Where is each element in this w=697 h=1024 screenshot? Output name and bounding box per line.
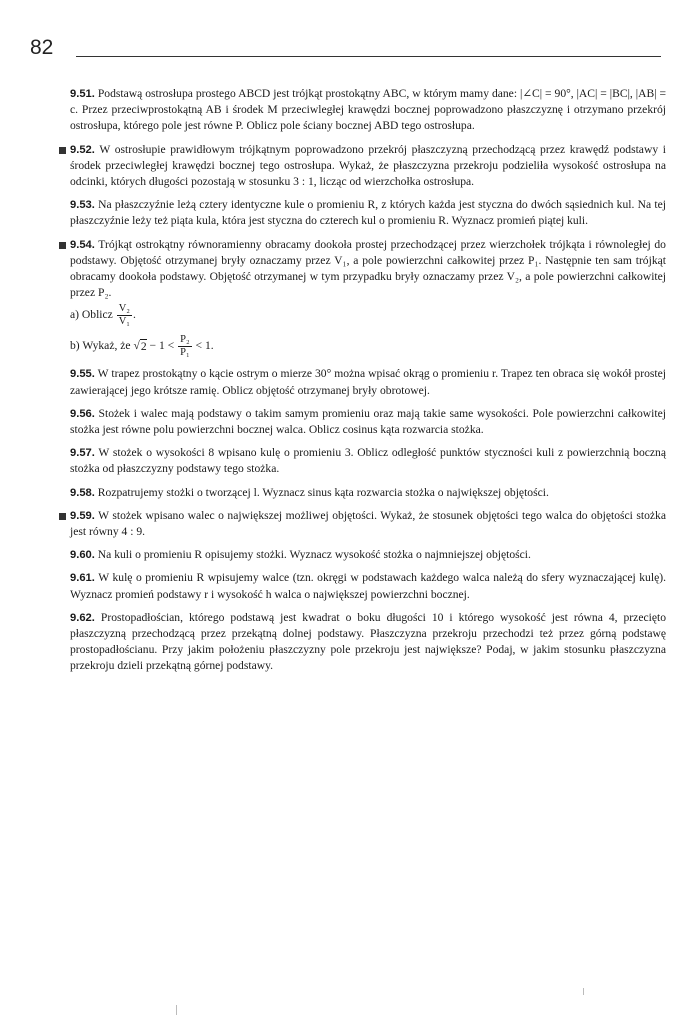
problem-9-53 — [70, 197, 666, 229]
problem-list — [70, 86, 666, 682]
part-a — [70, 303, 666, 328]
fraction-p2-p1 — [178, 334, 192, 359]
scan-mark — [176, 1005, 177, 1015]
part-b-label: b) Wykaż, że — [70, 339, 131, 353]
problem-text: Trójkąt ostrokątny równoramienny obracamy dookoła prostej przechodzącej przez wierzchołek trójkąta i równoległej do podstawy. Objętość otrzymanej bryły oznaczamy przez V₁, a pole powierzchni całkowitej przez P₁. Następnie ten sam trójkąt obracamy dookoła podstawy. Objętość otrzymanej w tym przypadku bryły oznaczamy przez V₂, a pole powierzchni całkowitej przez P₂. — [70, 237, 666, 300]
problem-9-57 — [70, 445, 666, 477]
problem-text: Na płaszczyźnie leżą cztery identyczne kule o promieniu R, z których każda jest styczna do dwóch sąsiednich kul. Na tej płaszczyźnie leży też piąta kula, która jest styczna do czterech kul o promieniu R. Wyznacz promień piątej kuli. — [70, 198, 666, 228]
difficulty-marker-icon — [59, 147, 66, 154]
problem-number: 9.53. — [70, 199, 95, 212]
problem-9-52 — [70, 142, 666, 191]
problem-number: 9.62. — [70, 611, 95, 624]
problem-number: 9.60. — [70, 549, 95, 562]
problem-9-59 — [70, 508, 666, 540]
problem-9-56 — [70, 406, 666, 438]
fraction-denominator: V₁ — [118, 316, 130, 328]
scan-mark — [583, 988, 584, 995]
difficulty-marker-icon — [59, 513, 66, 520]
problem-text: Podstawą ostrosłupa prostego ABCD jest trójkąt prostokątny ABC, w którym mamy dane: |∠C| = 90°, |AC| = |BC|, |AB| = c. Przez przeciwprostokątną AB i środek M przeciwległej krawędzi bocznej poprowadzono płaszczyznę i otrzymano przekrój ostrosłupa, którego pole jest równe P. Oblicz pole ściany bocznej ABD tego ostrosłupa. — [70, 87, 666, 133]
problem-number: 9.51. — [70, 88, 95, 100]
part-b: b) Wykaż, że √2 − 1 < $\frac{\text{P₂}}{\text{P₁}}$ < 1. — [70, 334, 214, 359]
problem-9-60 — [70, 547, 666, 563]
problem-text: W stożek wpisano walec o największej możliwej objętości. Wykaż, że stosunek objętości tego walca do objętości stożka jest równy 4 : 9. — [70, 508, 666, 539]
problem-number: 9.56. — [70, 407, 95, 420]
problem-9-61 — [70, 570, 666, 602]
page-number: 82 — [30, 36, 54, 59]
part-a-tail: . — [132, 308, 136, 322]
problem-9-55 — [70, 366, 666, 398]
problem-number: 9.59. — [70, 509, 95, 522]
problem-number: 9.55. — [70, 368, 95, 381]
fraction-denominator: P₁ — [180, 347, 190, 359]
part-a-label: a) Oblicz — [70, 308, 113, 322]
problem-text: W stożek o wysokości 8 wpisano kulę o promieniu 3. Oblicz odległość punktów styczności kuli z powierzchnią boczną stożka od płaszczyzny podstawy tego stożka. — [70, 446, 666, 476]
part-b-right: < 1. — [195, 339, 214, 353]
problem-text: Prostopadłościan, którego podstawą jest kwadrat o boku długości 10 i którego wysokość jest równa 4, przecięto płaszczyzną przechodzącą przez przekątną dolnej podstawy. Płaszczyzna przekroju przechodzi też przez górną podstawę prostopadłościanu. Przy jakim położeniu płaszczyzny pole przekroju jest największe? Podaj, w jakim stosunku płaszczyzna przekroju dzieli przekątną górnej podstawy. — [70, 610, 666, 673]
fraction-v2-v1 — [117, 303, 132, 328]
problem-9-58 — [70, 485, 666, 501]
part-b-minus: − 1 < — [149, 339, 175, 353]
sqrt-radicand: 2 — [140, 339, 147, 353]
problem-9-51 — [70, 86, 666, 135]
problem-number: 9.61. — [70, 572, 95, 585]
problem-number: 9.57. — [70, 447, 95, 460]
fraction-numerator: P₂ — [180, 334, 190, 346]
problem-text: Rozpatrujemy stożki o tworzącej l. Wyznacz sinus kąta rozwarcia stożka o największej objętości. — [97, 485, 549, 499]
problem-number: 9.54. — [70, 238, 95, 251]
header-rule — [76, 56, 661, 57]
problem-text: W trapez prostokątny o kącie ostrym o mierze 30° można wpisać okrąg o promieniu r. Trapez ten obraca się wokół prostej zawierającej jego krótsze ramię. Oblicz objętość otrzymanej bryły obrotowej. — [70, 367, 666, 397]
problem-text: Na kuli o promieniu R opisujemy stożki. Wyznacz wysokość stożka o najmniejszej objętości. — [97, 548, 531, 562]
problem-9-54 — [70, 237, 666, 360]
problem-text: W ostrosłupie prawidłowym trójkątnym poprowadzono przekrój płaszczyzną przechodzącą przez krawędź podstawy i środek przeciwległej krawędzi bocznej tego ostrosłupa. Wykaż, że płaszczyzna przekroju podzieliła wysokość ostrosłupa na odcinki, których długości pozostają w stosunku 3 : 1, licząc od wierzchołka ostrosłupa. — [70, 142, 666, 189]
page-header — [30, 36, 661, 62]
problem-text: W kulę o promieniu R wpisujemy walce (tzn. okręgi w podstawach każdego walca należą do sfery wyznaczającej kulę). Wyznacz promień podstawy r i wysokość h walca o największej powierzchni bocznej. — [70, 571, 666, 601]
difficulty-marker-icon — [59, 242, 66, 249]
problem-number: 9.58. — [70, 486, 95, 499]
problem-number: 9.52. — [70, 143, 95, 156]
fraction-numerator: V₂ — [118, 303, 130, 315]
problem-9-62 — [70, 610, 666, 675]
problem-text: Stożek i walec mają podstawy o takim samym promieniu oraz mają takie same wysokości. Pole powierzchni całkowitej stożka jest równe polu powierzchni bocznej walca. Oblicz cosinus kąta rozwarcia stożka. — [70, 406, 666, 437]
